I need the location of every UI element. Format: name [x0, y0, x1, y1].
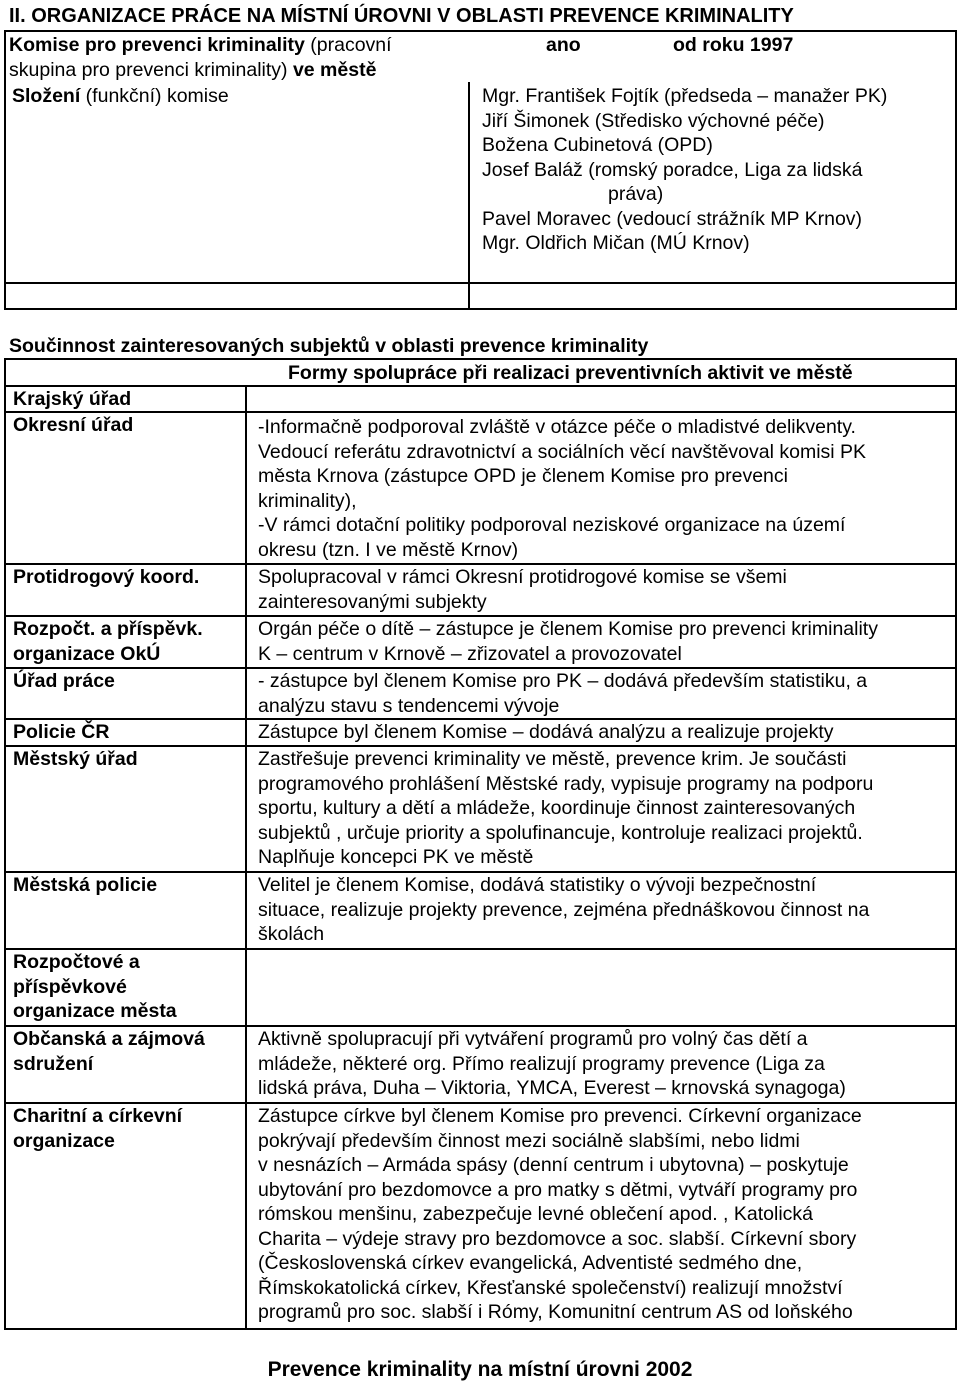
- row-subject-obcanska-sdruzeni: Občanská a zájmová sdružení: [13, 1028, 205, 1075]
- member-3: Božena Cubinetová (OPD): [482, 134, 713, 156]
- row-text-obcanska-sdruzeni: Aktivně spolupracují při vytváření programů pro volný čas dětí a mládeže, některé org. Přímo realizují programy prevence (Liga za lidská práva, Duha – Viktoria, YMCA, Everest – krnovská synagoga): [258, 1028, 846, 1099]
- row-subject-policie: Policie ČR: [13, 721, 110, 743]
- composition-label-bold: Složení: [12, 85, 81, 107]
- section-title: II. ORGANIZACE PRÁCE NA MÍSTNÍ ÚROVNI V OBLASTI PREVENCE KRIMINALITY: [9, 5, 794, 27]
- row-text-mestsky-urad: Zastřešuje prevenci kriminality ve městě, prevence krim. Je součásti programového prohlášení Městské rady, vypisuje programy na podporu sportu, kultury a dětí a mládeže, koordinuje činnost zainteresovaných subjektů , určuje priority a spolufinancuje, kontroluje realizaci projektů. Naplňuje koncepci PK ve městě: [258, 748, 874, 868]
- row-subject-mestska-policie: Městská policie: [13, 874, 158, 896]
- row-subject-urad-prace: Úřad práce: [13, 670, 115, 692]
- top-table-border-top: [4, 30, 957, 32]
- top-table-col-divider: [468, 82, 470, 310]
- commission-label-normal: (pracovní: [304, 34, 392, 56]
- commission-label-line2-bold: ve městě: [287, 58, 377, 81]
- row-subject-rozpoctove-mesta: Rozpočtové a příspěvkové organizace města: [13, 951, 177, 1022]
- member-2: Jiří Šimonek (Středisko výchovné péče): [482, 109, 825, 132]
- composition-members: [482, 84, 952, 256]
- row-text-rozpoct-okru: Orgán péče o dítě – zástupce je členem Komise pro prevenci kriminality K – centrum v Krnově – zřizovatel a provozovatel: [258, 618, 878, 665]
- row-subject-krajsky-urad: Krajský úřad: [13, 388, 132, 410]
- cooperation-title: Součinnost zainteresovaných subjektů v oblasti prevence kriminality: [9, 335, 649, 357]
- row-text-protidrogovy: Spolupracoval v rámci Okresní protidrogové komise se všemi zainteresovanými subjekty: [258, 566, 787, 613]
- member-6: Mgr. Oldřich Mičan (MÚ Krnov): [482, 232, 750, 254]
- row-subject-rozpoct-okru: Rozpočt. a příspěvk. organizace OkÚ: [13, 618, 203, 665]
- member-4-cont: práva): [608, 183, 664, 205]
- composition-label: [12, 84, 229, 109]
- member-5: Pavel Moravec (vedoucí strážník MP Krnov): [482, 207, 863, 230]
- row-text-urad-prace: - zástupce byl členem Komise pro PK – dodává především statistiku, a analýzu stavu s tendencemi vývoje: [258, 670, 868, 717]
- member-1: Mgr. František Fojtík (předseda – manažer PK): [482, 85, 888, 107]
- composition-label-normal: (funkční) komise: [80, 85, 229, 107]
- commission-exists: ano: [546, 34, 581, 56]
- row-divider: [4, 411, 957, 413]
- commission-label-line2: skupina pro prevenci kriminality): [9, 58, 288, 81]
- member-4: Josef Baláž (romský poradce, Liga za lidská: [482, 158, 863, 181]
- row-subject-okresni-urad: Okresní úřad: [13, 414, 134, 436]
- top-table-border-right: [955, 30, 957, 310]
- coop-table-border-top: [4, 358, 957, 360]
- coop-table-border-left: [4, 358, 6, 1330]
- commission-label: [9, 33, 459, 82]
- commission-since: od roku 1997: [673, 34, 794, 56]
- row-subject-protidrogovy: Protidrogový koord.: [13, 566, 200, 588]
- top-table-row-divider: [4, 282, 957, 284]
- coop-table-border-right: [955, 358, 957, 1330]
- coop-table-border-bottom: [4, 1328, 957, 1330]
- top-table-border-left: [4, 30, 6, 310]
- row-text-policie: Zástupce byl členem Komise – dodává analýzu a realizuje projekty: [258, 721, 834, 743]
- coop-header: Formy spolupráce při realizaci preventivních aktivit ve městě: [288, 362, 853, 384]
- coop-table-col-divider: [245, 385, 247, 1330]
- top-table-border-bottom: [4, 308, 957, 310]
- page-footer: Prevence kriminality na místní úrovni 2002: [267, 1358, 693, 1381]
- commission-label-bold: Komise pro prevenci kriminality: [9, 34, 305, 56]
- row-subject-mestsky-urad: Městský úřad: [13, 748, 138, 770]
- row-text-okresni-urad: -Informačně podporoval zvláště v otázce péče o mladistvé delikventy. Vedoucí referátu zdravotnictví a sociálních věcí navštěvoval komisi PK města Krnova (zástupce OPD je členem Komise pro prevenci kriminality), -V rámci dotační politiky podporoval neziskové organizace na území okresu (tzn. I ve městě Krnov): [258, 416, 867, 561]
- row-subject-charitni: Charitní a církevní organizace: [13, 1105, 183, 1152]
- row-text-charitni: Zástupce církve byl členem Komise pro prevenci. Církevní organizace pokrývají především činnost mezi sociálně slabšími, nebo lidmi v nesnázích – Armáda spásy (denní centrum i ubytovna) – poskytuje ubytování pro bezdomovce a pro matky s dětmi, vytváří programy pro rómskou menšinu, zabezpečuje levné oblečení apod. , Katolická Charita – výdeje stravy pro bezdomovce a soc. slabší. Církevní sbory (Československá církev evangelická, Adventisté sedmého dne, Římskokatolická církev, Křesťanské společenství) realizují množství programů pro soc. slabší i Rómy, Komunitní centrum AS od loňského: [258, 1105, 862, 1323]
- row-text-mestska-policie: Velitel je členem Komise, dodává statistiky o vývoji bezpečnostní situace, realizuje projekty prevence, zejména přednáškovou činnost na školách: [258, 874, 870, 945]
